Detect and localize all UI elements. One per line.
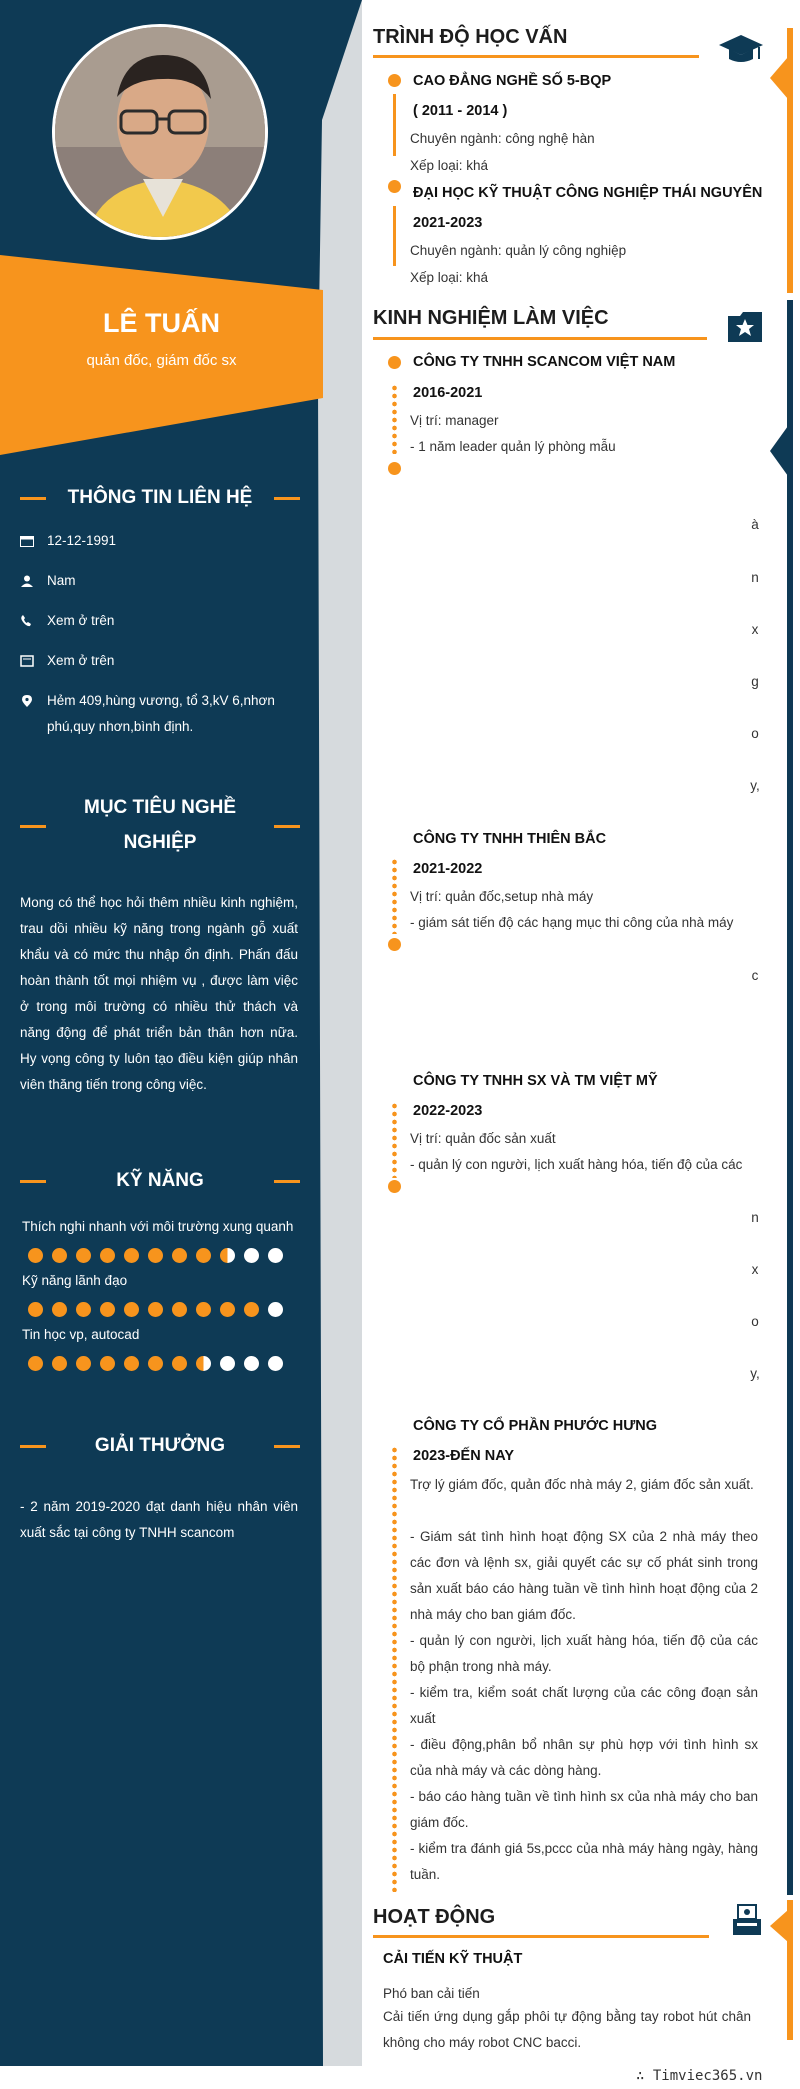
timeline-dotted-line xyxy=(392,1446,397,1892)
skill-dot xyxy=(124,1302,139,1317)
timeline-dotted-line xyxy=(392,384,397,454)
skill-dot xyxy=(196,1356,211,1371)
stray-text: x xyxy=(751,1262,759,1277)
skill-dot xyxy=(52,1302,67,1317)
job-role: Vị trí: quản đốc sản xuất xyxy=(410,1131,556,1146)
stray-text: g xyxy=(751,674,759,689)
job-duty: - điều động,phân bổ nhân sự phù hợp với tình hình sx của nhà máy và các dòng hàng. xyxy=(410,1737,758,1778)
job-description: - quản lý con người, lịch xuất hàng hóa, tiến độ của các xyxy=(410,1157,743,1172)
briefcase-star-icon xyxy=(726,310,764,344)
skill-dot xyxy=(28,1356,43,1371)
phone-icon xyxy=(20,615,34,627)
skill-dot xyxy=(28,1302,43,1317)
skill-dot xyxy=(28,1248,43,1263)
timeline-bullet xyxy=(388,938,401,951)
objective-heading xyxy=(20,790,300,860)
skill-dot xyxy=(124,1356,139,1371)
contact-email xyxy=(20,648,300,674)
email-icon xyxy=(20,655,34,667)
skill-dot xyxy=(172,1356,187,1371)
awards-heading xyxy=(20,1428,300,1463)
education-underline xyxy=(373,55,699,58)
job-role: Vị trí: manager xyxy=(410,413,499,428)
skill-dot xyxy=(148,1302,163,1317)
skill-dot xyxy=(76,1356,91,1371)
skill-dot xyxy=(268,1302,283,1317)
experience-underline xyxy=(373,337,707,340)
candidate-name: LÊ TUẤN xyxy=(103,308,220,338)
company-name: CÔNG TY TNHH SX VÀ TM VIỆT MỸ xyxy=(413,1073,658,1089)
skill-dot xyxy=(52,1356,67,1371)
stray-text: n xyxy=(751,570,759,585)
skill-dot xyxy=(76,1302,91,1317)
activities-underline xyxy=(373,1935,709,1938)
skill-dot xyxy=(244,1248,259,1263)
job-description: - 1 năm leader quản lý phòng mẫu xyxy=(410,439,616,454)
contact-birthday xyxy=(20,528,300,554)
skill-name: Thích nghi nhanh với môi trường xung quanh xyxy=(22,1219,294,1234)
stray-text: o xyxy=(751,1314,759,1329)
skill-dot xyxy=(196,1302,211,1317)
stray-text: o xyxy=(751,726,759,741)
activity-title: CẢI TIẾN KỸ THUẬT xyxy=(383,1951,523,1967)
school-grade: Xếp loại: khá xyxy=(410,270,489,285)
skill-rating xyxy=(28,1248,283,1263)
job-description: - giám sát tiến độ các hạng mục thi công của nhà máy xyxy=(410,915,734,930)
school-grade: Xếp loại: khá xyxy=(410,158,489,173)
skill-dot xyxy=(244,1356,259,1371)
phone-text[interactable]: Xem ở trên xyxy=(47,613,115,628)
job-description: - Giám sát tình hình hoạt động SX của 2 nhà máy theo các đơn và lệnh sx, giải quyết các sự cố phát sinh trong sản xuất báo cáo hàng tuần về tình hình hoạt động của 2 nhà máy cho ban giám đốc. xyxy=(410,1529,758,1622)
experience-heading: KINH NGHIỆM LÀM VIỆC xyxy=(373,307,609,329)
skill-dot xyxy=(52,1248,67,1263)
stray-text: y, xyxy=(750,1366,760,1381)
exp-side-triangle xyxy=(770,426,788,476)
skill-dot xyxy=(148,1356,163,1371)
job-role: Vị trí: quản đốc,setup nhà máy xyxy=(410,889,594,904)
timeline-bullet xyxy=(388,356,401,369)
skill-dot xyxy=(220,1302,235,1317)
contact-heading xyxy=(20,480,300,515)
skill-dot xyxy=(100,1302,115,1317)
skill-dot xyxy=(244,1302,259,1317)
skills-heading xyxy=(20,1163,300,1198)
skill-rating xyxy=(28,1356,283,1371)
school-major: Chuyên ngành: quản lý công nghiệp xyxy=(410,243,627,258)
location-icon xyxy=(20,695,34,707)
activities-heading: HOẠT ĐỘNG xyxy=(373,1906,496,1928)
exp-side-strip xyxy=(787,300,793,1895)
skill-dot xyxy=(220,1356,235,1371)
skill-dot xyxy=(268,1356,283,1371)
job-years: 2016-2021 xyxy=(413,385,483,401)
contact-heading-text: THÔNG TIN LIÊN HỆ xyxy=(67,487,253,508)
timeline-bullet xyxy=(388,180,401,193)
job-duty: - báo cáo hàng tuần về tình hình sx của nhà máy cho ban giám đốc. xyxy=(410,1789,758,1830)
skill-name: Kỹ năng lãnh đạo xyxy=(22,1273,128,1288)
skill-dot xyxy=(100,1356,115,1371)
skill-dot xyxy=(196,1248,211,1263)
address-text: Hẻm 409,hùng vương, tổ 3,kV 6,nhơn phú,quy nhơn,bình định. xyxy=(47,693,275,734)
job-duty: - kiểm tra, kiểm soát chất lượng của các công đoạn sản xuất xyxy=(410,1685,758,1726)
stray-text: c xyxy=(751,968,759,983)
contact-gender xyxy=(20,568,300,594)
timeline-bullet xyxy=(388,1180,401,1193)
objective-heading-line2: NGHIỆP xyxy=(123,832,197,853)
footer-logo[interactable]: ∴ Timviec365.vn xyxy=(636,2068,763,2084)
job-years: 2021-2022 xyxy=(413,861,483,877)
candidate-position: quản đốc, giám đốc sx xyxy=(86,352,237,369)
calendar-icon xyxy=(20,535,34,547)
education-heading: TRÌNH ĐỘ HỌC VẤN xyxy=(373,26,568,48)
activity-role: Phó ban cải tiến xyxy=(383,1986,480,2001)
stray-text: n xyxy=(751,1210,759,1225)
birthday-text: 12-12-1991 xyxy=(47,533,117,548)
skills-heading-text: KỸ NĂNG xyxy=(116,1170,204,1191)
skill-dot xyxy=(76,1248,91,1263)
skill-dot xyxy=(220,1248,235,1263)
skill-dot xyxy=(172,1302,187,1317)
school-major: Chuyên ngành: công nghệ hàn xyxy=(410,131,595,146)
skill-rating xyxy=(28,1302,283,1317)
school-name: ĐẠI HỌC KỸ THUẬT CÔNG NGHIỆP THÁI NGUYÊN xyxy=(413,185,763,201)
job-duty: - kiểm tra đánh giá 5s,pccc của nhà máy hàng ngày, hàng tuần. xyxy=(410,1841,758,1882)
timeline-dotted-line xyxy=(392,1102,397,1178)
avatar-photo xyxy=(55,27,268,240)
job-years: 2022-2023 xyxy=(413,1103,483,1119)
awards-heading-text: GIẢI THƯỞNG xyxy=(94,1435,226,1456)
stray-text: à xyxy=(751,517,759,532)
timeline-line xyxy=(393,94,396,156)
person-icon xyxy=(20,575,34,587)
objective-text: Mong có thể học hỏi thêm nhiều kinh nghiệm, trau dồi nhiều kỹ năng trong ngành gỗ xuất khẩu và có mức thu nhập ổn định. Phấn đấu hoàn thành tốt mọi nhiệm vụ , được làm việc ở trong môi trường có nhiều thử thách và năng động để phát triển bản thân hơn nữa. Hy vọng công ty luôn tạo điều kiện giúp nhân viên thăng tiến trong công việc. xyxy=(20,895,298,1092)
company-name: CÔNG TY CỔ PHẦN PHƯỚC HƯNG xyxy=(413,1418,658,1434)
school-years: 2021-2023 xyxy=(413,215,483,231)
email-text[interactable]: Xem ở trên xyxy=(47,653,115,668)
skill-dot xyxy=(268,1248,283,1263)
skill-dot xyxy=(172,1248,187,1263)
company-name: CÔNG TY TNHH SCANCOM VIỆT NAM xyxy=(413,354,676,370)
footer-logo-text: Timviec365.vn xyxy=(652,2068,763,2084)
school-name: CAO ĐẲNG NGHỀ SỐ 5-BQP xyxy=(413,73,612,89)
contact-address xyxy=(20,688,300,740)
company-name: CÔNG TY TNHH THIÊN BẮC xyxy=(413,831,607,847)
skill-name: Tin học vp, autocad xyxy=(22,1327,140,1342)
avatar xyxy=(52,24,268,240)
timeline-line xyxy=(393,206,396,266)
act-side-triangle xyxy=(770,1910,788,1942)
skill-dot xyxy=(100,1248,115,1263)
awards-text: - 2 năm 2019-2020 đạt danh hiệu nhân viên xuất sắc tại công ty TNHH scancom xyxy=(20,1499,298,1540)
job-duty: - quản lý con người, lịch xuất hàng hóa, tiến độ của các bộ phận trong nhà máy. xyxy=(410,1633,758,1674)
activity-description: Cải tiến ứng dụng gắp phôi tự động bằng tay robot hút chân không cho máy robot CNC bacci. xyxy=(383,2009,751,2050)
objective-heading-line1: MỤC TIÊU NGHỀ xyxy=(84,797,236,818)
skill-dot xyxy=(124,1248,139,1263)
graduation-cap-icon xyxy=(719,33,763,65)
contact-phone xyxy=(20,608,300,634)
stray-text: x xyxy=(751,622,759,637)
edu-side-triangle xyxy=(770,57,788,99)
skill-dot xyxy=(148,1248,163,1263)
gender-text: Nam xyxy=(47,573,76,588)
activity-icon xyxy=(730,1903,764,1937)
school-years: ( 2011 - 2014 ) xyxy=(413,103,508,119)
timeline-bullet xyxy=(388,74,401,87)
job-years: 2023-ĐẾN NAY xyxy=(413,1448,515,1464)
timeline-dotted-line xyxy=(392,858,397,934)
timeline-bullet xyxy=(388,462,401,475)
job-role: Trợ lý giám đốc, quản đốc nhà máy 2, giám đốc sản xuất. xyxy=(410,1477,754,1492)
stray-text: y, xyxy=(750,778,760,793)
